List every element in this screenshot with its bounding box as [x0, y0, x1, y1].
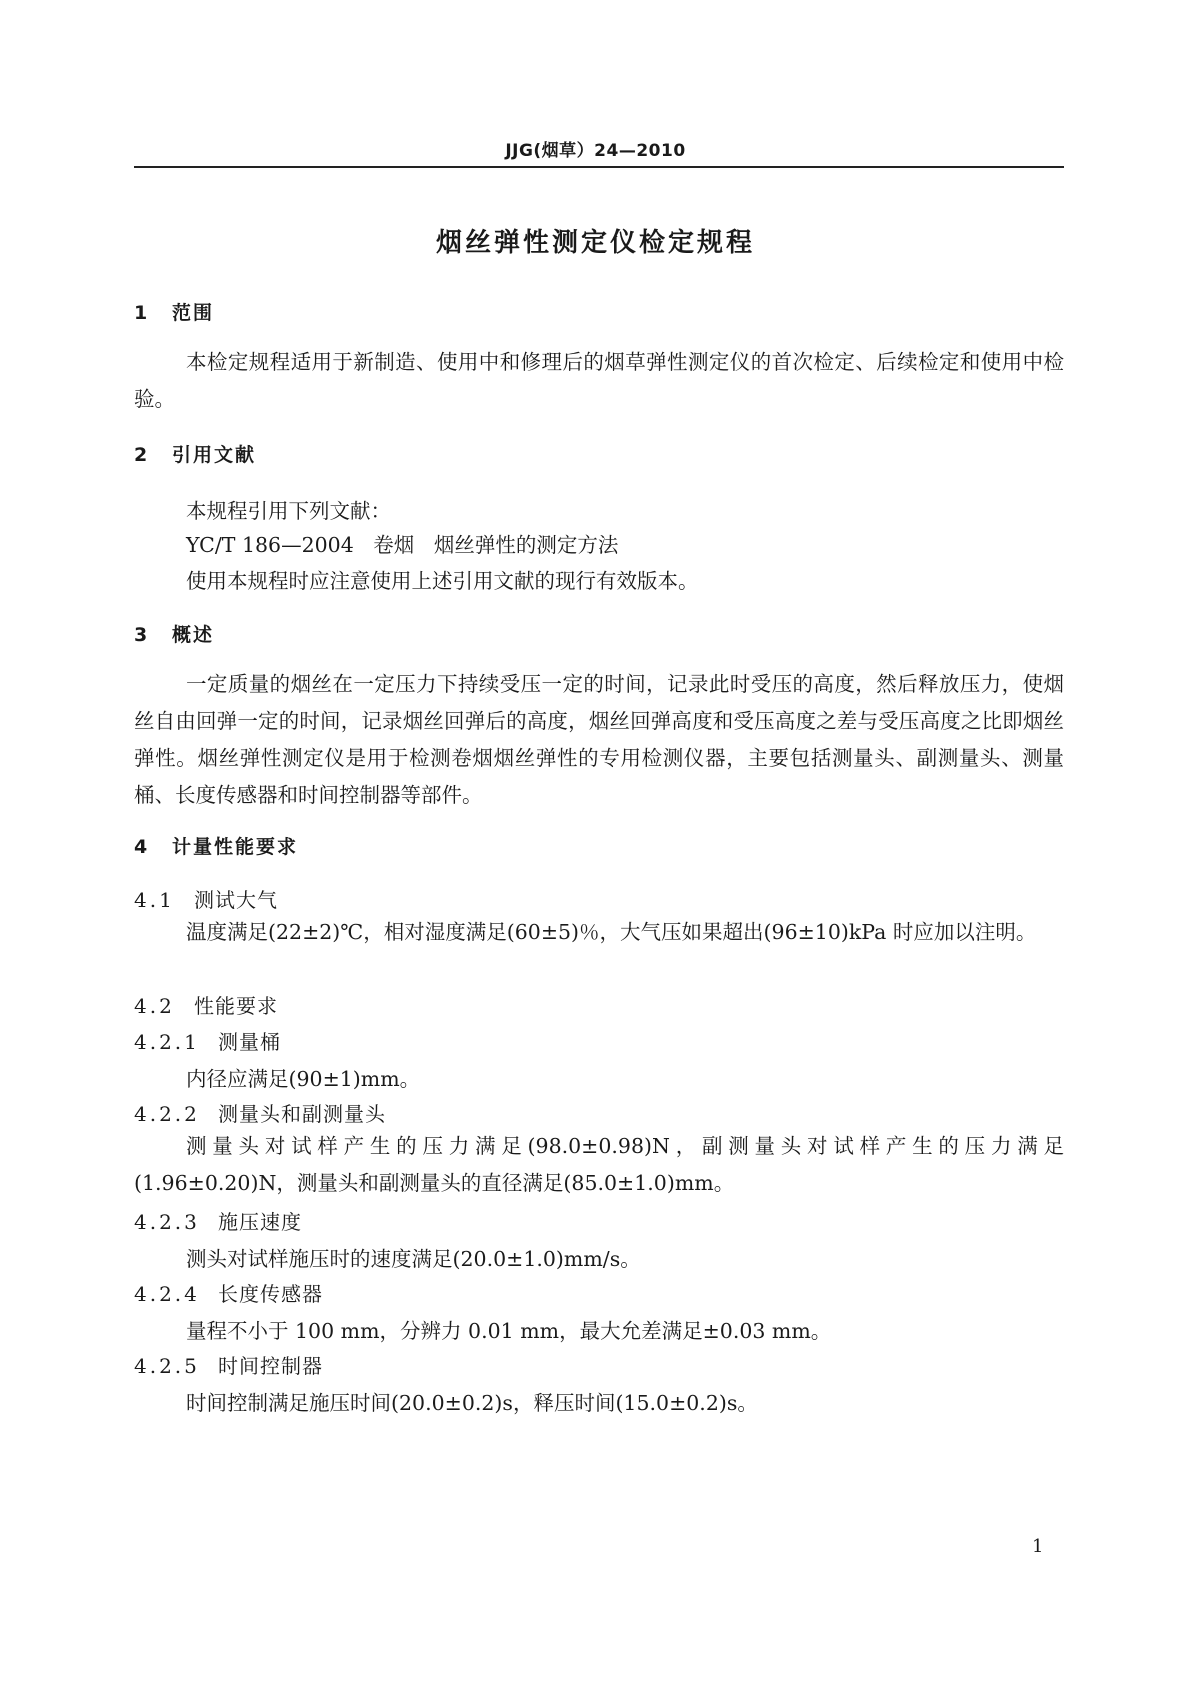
subsection-4-2-3-heading [134, 1206, 302, 1235]
subsection-4-2-3-text: 测头对试样施压时的速度满足(20.0±1.0)mm/s。 [186, 1247, 641, 1271]
subsection-number: 4.2.3 [134, 1210, 200, 1234]
subsection-4-2-1-heading [134, 1026, 281, 1055]
page-number: 1 [1032, 1536, 1044, 1557]
subsection-number: 4.2.1 [134, 1030, 200, 1054]
subsection-title: 长度传感器 [218, 1282, 323, 1306]
section-4-heading [134, 832, 298, 859]
section-1-heading [134, 298, 214, 325]
section-title: 计量性能要求 [172, 836, 299, 858]
section-1-paragraph: 本检定规程适用于新制造、使用中和修理后的烟草弹性测定仪的首次检定、后续检定和使用中检验。 [134, 350, 1064, 411]
subsection-title: 测试大气 [194, 888, 278, 912]
section-3-paragraph: 一定质量的烟丝在一定压力下持续受压一定的时间，记录此时受压的高度，然后释放压力，使烟丝自由回弹一定的时间，记录烟丝回弹后的高度，烟丝回弹高度和受压高度之差与受压高度之比即烟丝弹性。烟丝弹性测定仪是用于检测卷烟烟丝弹性的专用检测仪器，主要包括测量头、副测量头、测量桶、长度传感器和时间控制器等部件。 [134, 672, 1064, 807]
subsection-4-2-4-heading [134, 1278, 323, 1307]
subsection-title: 性能要求 [194, 994, 278, 1018]
subsection-title: 测量头和副测量头 [218, 1102, 386, 1126]
section-number: 4 [134, 836, 150, 858]
section-2-line: 使用本规程时应注意使用上述引用文献的现行有效版本。 [186, 569, 699, 593]
subsection-number: 4.2.2 [134, 1102, 200, 1126]
section-3-heading [134, 620, 214, 647]
reference-citation: YC/T 186—2004 卷烟 烟丝弹性的测定方法 [186, 533, 619, 557]
subsection-number: 4.2.5 [134, 1354, 200, 1378]
document-title: 烟丝弹性测定仪检定规程 [435, 228, 755, 258]
subsection-4-2-5-text: 时间控制满足施压时间(20.0±0.2)s，释压时间(15.0±0.2)s。 [186, 1391, 758, 1415]
subsection-4-1-paragraph: 温度满足(22±2)℃，相对湿度满足(60±5)％，大气压如果超出(96±10)kPa 时应加以注明。 [186, 920, 1037, 944]
section-title: 范围 [172, 302, 215, 324]
subsection-4-2-heading [134, 990, 278, 1019]
subsection-4-2-2-paragraph: 测量头对试样产生的压力满足(98.0±0.98)N，副测量头对试样产生的压力满足(1.96±0.20)N，测量头和副测量头的直径满足(85.0±1.0)mm。 [134, 1134, 1064, 1195]
section-2-heading [134, 440, 256, 467]
section-number: 2 [134, 444, 150, 466]
subsection-title: 时间控制器 [218, 1354, 323, 1378]
subsection-4-2-2-heading [134, 1098, 386, 1127]
subsection-4-1-heading [134, 884, 278, 913]
section-title: 概述 [172, 624, 215, 646]
subsection-number: 4.1 [134, 888, 175, 912]
subsection-4-2-4-text: 量程不小于 100 mm，分辨力 0.01 mm，最大允差满足±0.03 mm。 [186, 1319, 832, 1343]
section-number: 1 [134, 302, 150, 324]
standard-code-header: JJG(烟草）24—2010 [505, 141, 686, 161]
subsection-number: 4.2.4 [134, 1282, 200, 1306]
section-title: 引用文献 [172, 444, 257, 466]
header-rule [134, 166, 1064, 168]
section-number: 3 [134, 624, 150, 646]
subsection-title: 施压速度 [218, 1210, 302, 1234]
subsection-4-2-5-heading [134, 1350, 323, 1379]
subsection-4-2-1-text: 内径应满足(90±1)mm。 [186, 1067, 421, 1091]
subsection-title: 测量桶 [218, 1030, 281, 1054]
section-2-line: 本规程引用下列文献： [186, 499, 391, 523]
subsection-number: 4.2 [134, 994, 175, 1018]
